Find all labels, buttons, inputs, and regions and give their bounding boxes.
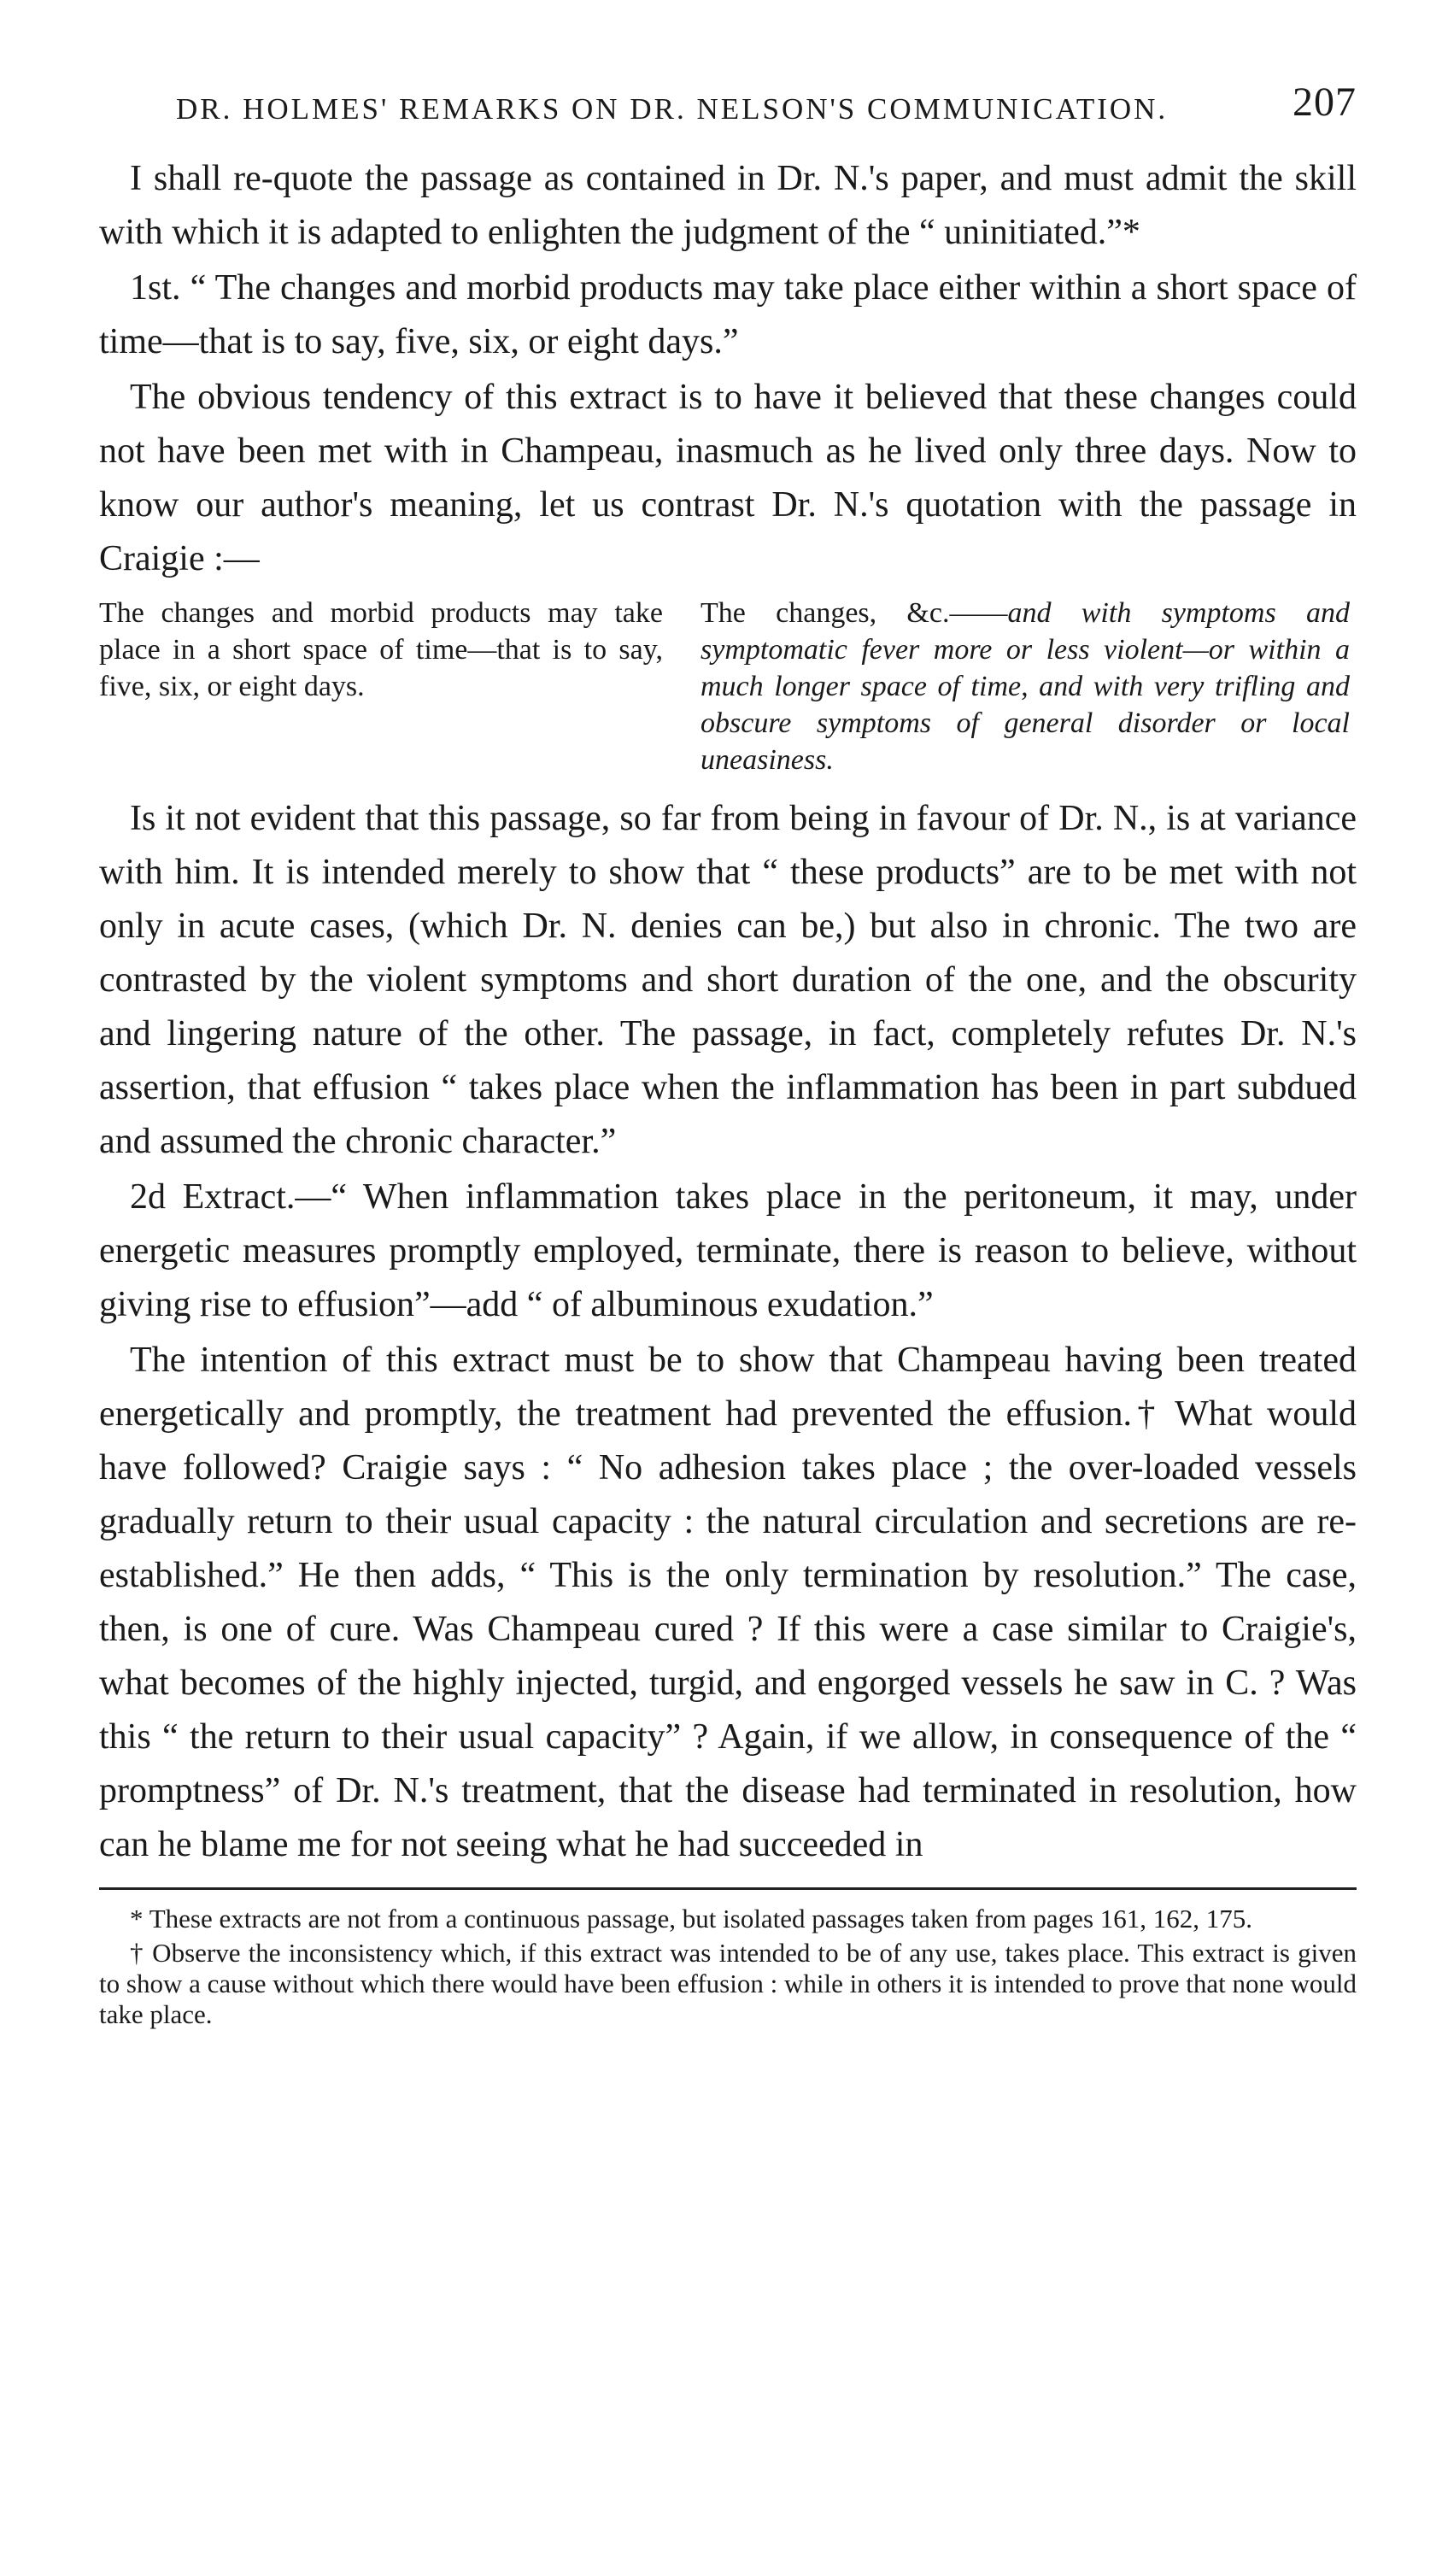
paragraph-3: The obvious tendency of this extract is to have it believed that these changes could not have been met with in Champeau, inasmuch as he lived only three days. Now to know our author's meaning, let us contrast Dr. N.'s quotation with the passage in Craigie :— (99, 378, 1357, 578)
footnote-1: * These extracts are not from a continuous passage, but isolated passages taken from pages 161, 162, 175. (130, 1904, 1253, 1933)
paragraph-4: Is it not evident that this passage, so far from being in favour of Dr. N., is at variance with him. It is intended merely to show that “ these products” are to be met with not only in acute cases, (which Dr. N. denies can be,) but also in chronic. The two are contrasted by the violent symptoms and short duration of the one, and the obscurity and lingering nature of the other. The passage, in fact, completely refutes Dr. N.'s assertion, that effusion “ takes place when the inflammation has been in part subdued and assumed the chronic character.” (99, 799, 1357, 1161)
running-title: DR. HOLMES' REMARKS ON DR. NELSON'S COMMUNICATION. (176, 92, 1169, 126)
paragraph-5: 2d Extract.—“ When inflammation takes place in the peritoneum, it may, under energetic measures promptly employed, terminate, there is reason to believe, without giving rise to effusion”—add “ of albuminous exudation.” (99, 1177, 1357, 1324)
footnotes (99, 1904, 1357, 2030)
footnote-rule (99, 1887, 1357, 1890)
paragraph-1: I shall re-quote the passage as contained in Dr. N.'s paper, and must admit the skill with which it is adapted to enlighten the judgment of the “ uninitiated.”* (99, 159, 1357, 252)
paragraph-6: The intention of this extract must be to show that Champeau having been treated energetically and promptly, the treatment had prevented the effusion.† What would have followed? Craigie says : “ No adhesion takes place ; the over-loaded vessels gradually return to their usual capacity : the natural circulation and secretions are re-established.” He then adds, “ This is the only termination by resolution.” The case, then, is one of cure. Was Champeau cured ? If this were a case similar to Craigie's, what becomes of the highly injected, turgid, and engorged vessels he saw in C. ? Was this “ the return to their usual capacity” ? Again, if we allow, in consequence of the “ promptness” of Dr. N.'s treatment, that the disease had terminated in resolution, how can he blame me for not seeing what he had succeeded in (99, 1341, 1357, 1864)
comparison-right-italic: and with symptoms and symptomatic fever more or less violent—or within a much longer space of time, and with very trifling and obscure symptoms of general disorder or local uneasiness. (700, 597, 1350, 776)
paragraph-2: 1st. “ The changes and morbid products may take place either within a short space of time—that is to say, five, six, or eight days.” (99, 268, 1357, 361)
comparison-right-plain: The changes, &c.—— (700, 597, 1008, 629)
comparison-columns (99, 595, 1357, 778)
page-number: 207 (1293, 79, 1357, 125)
running-header (99, 75, 1357, 135)
footnote-2: † Observe the inconsistency which, if this extract was intended to be of any use, takes place. This extract is given to show a cause without which there would have been effusion : while in others it is intended to prove that none would take place. (99, 1938, 1357, 2029)
body-text (99, 152, 1357, 1872)
comparison-right (700, 595, 1350, 778)
document-page (99, 75, 1357, 2030)
comparison-left: The changes and morbid products may take place in a short space of time—that is to say, five, six, or eight days. (99, 597, 663, 702)
